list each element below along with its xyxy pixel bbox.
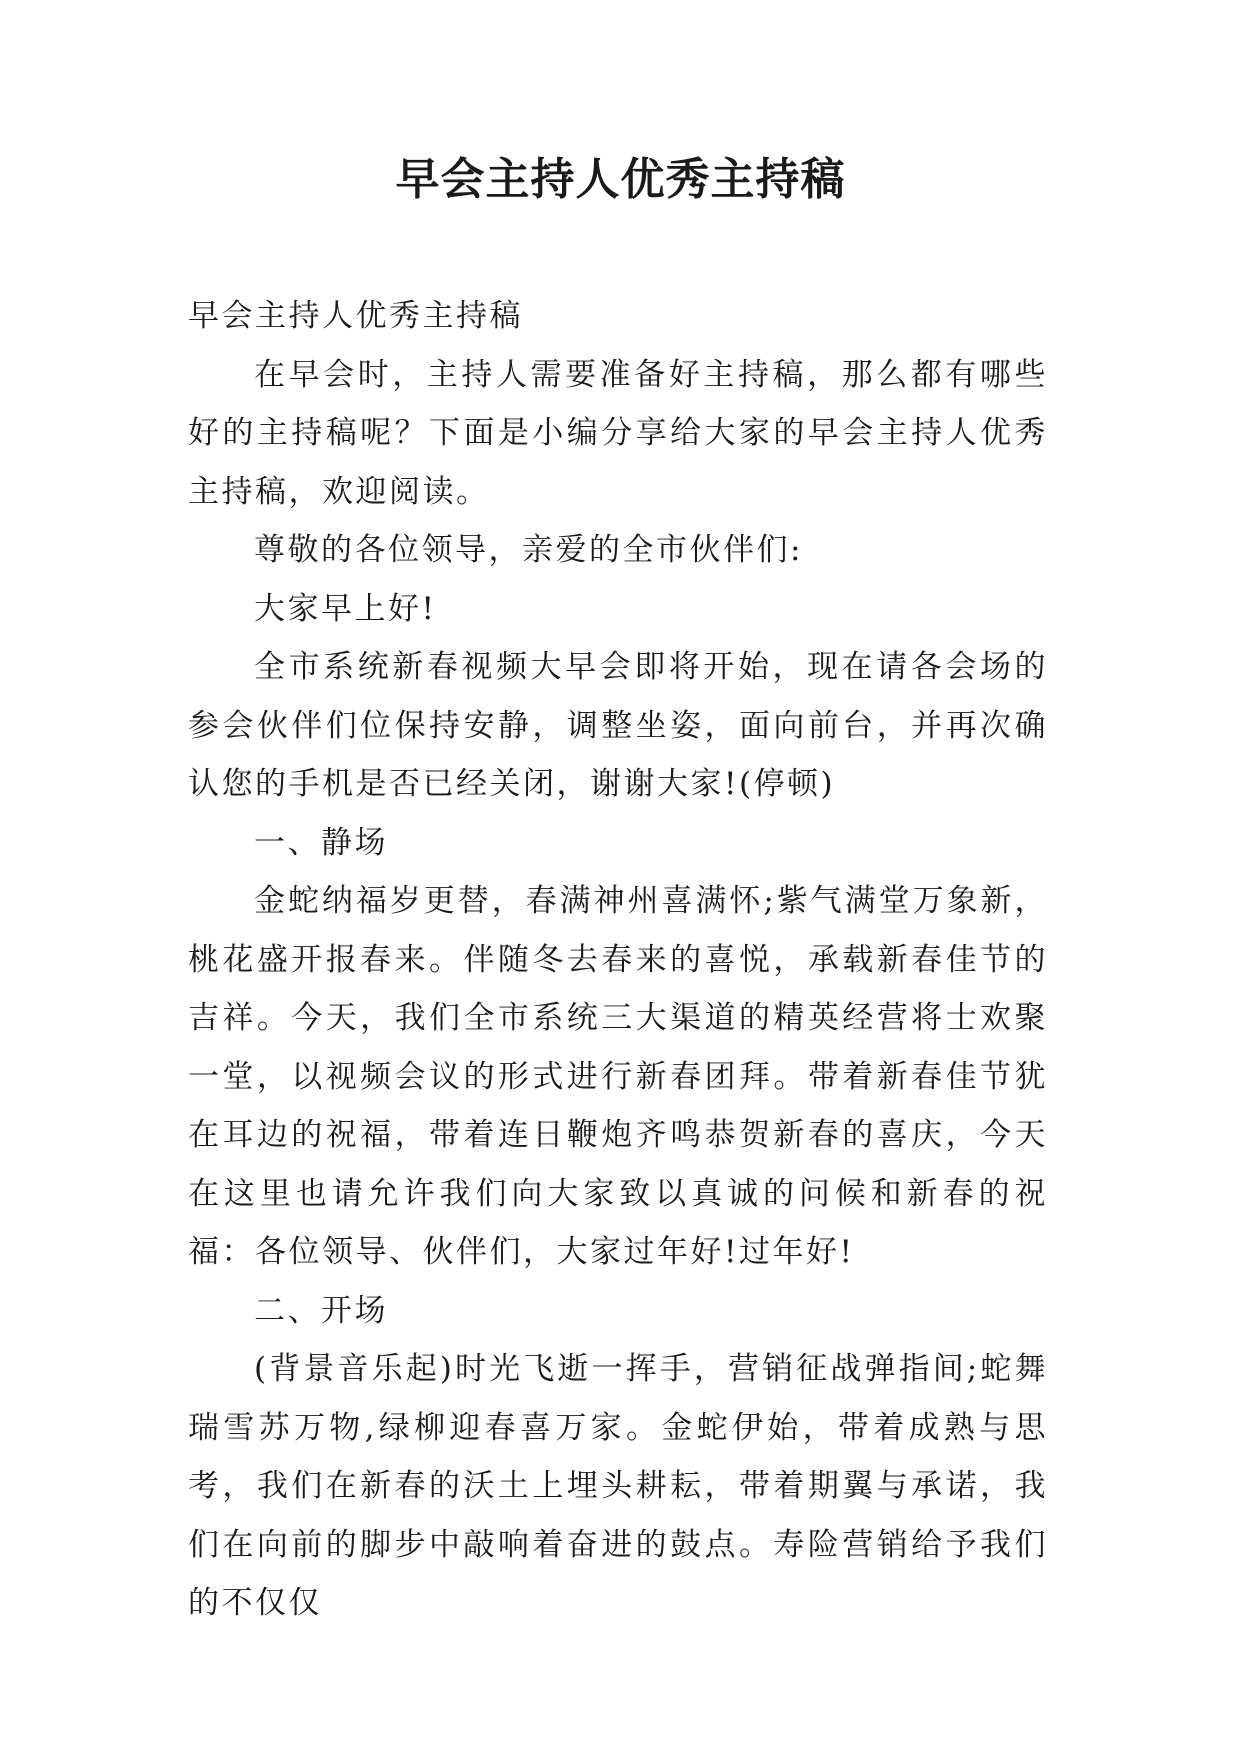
subtitle-paragraph: 早会主持人优秀主持稿 (188, 298, 523, 334)
salutation-paragraph: 尊敬的各位领导，亲爱的全市伙伴们: (254, 532, 803, 568)
document-body (188, 287, 1048, 1633)
section-2-paragraph: (背景音乐起)时光飞逝一挥手，营销征战弹指间;蛇舞瑞雪苏万物,绿柳迎春喜万家。金蛇伊始，带着成熟与思考，我们在新春的沃土上埋头耕耘，带着期翼与承诺，我们在向前的脚步中敲响着奋进的鼓点。寿险营销给予我们的不仅仅 (188, 1351, 1048, 1621)
section-heading-1: 一、静场 (254, 824, 388, 861)
section-heading-2: 二、开场 (254, 1292, 388, 1329)
section-1-paragraph: 金蛇纳福岁更替，春满神州喜满怀;紫气满堂万象新，桃花盛开报春来。伴随冬去春来的喜悦，承载新春佳节的吉祥。今天，我们全市系统三大渠道的精英经营将士欢聚一堂，以视频会议的形式进行新春团拜。带着新春佳节犹在耳边的祝福，带着连日鞭炮齐鸣恭贺新春的喜庆，今天在这里也请允许我们向大家致以真诚的问候和新春的祝福：各位领导、伙伴们，大家过年好!过年好! (188, 883, 1048, 1270)
intro-paragraph: 在早会时，主持人需要准备好主持稿，那么都有哪些好的主持稿呢？下面是小编分享给大家的早会主持人优秀主持稿，欢迎阅读。 (188, 356, 1048, 510)
announcement-paragraph: 全市系统新春视频大早会即将开始，现在请各会场的参会伙伴们位保持安静，调整坐姿，面向前台，并再次确认您的手机是否已经关闭，谢谢大家!(停顿) (188, 649, 1048, 802)
greeting-paragraph: 大家早上好! (254, 590, 437, 627)
document-title: 早会主持人优秀主持稿 (395, 154, 846, 205)
